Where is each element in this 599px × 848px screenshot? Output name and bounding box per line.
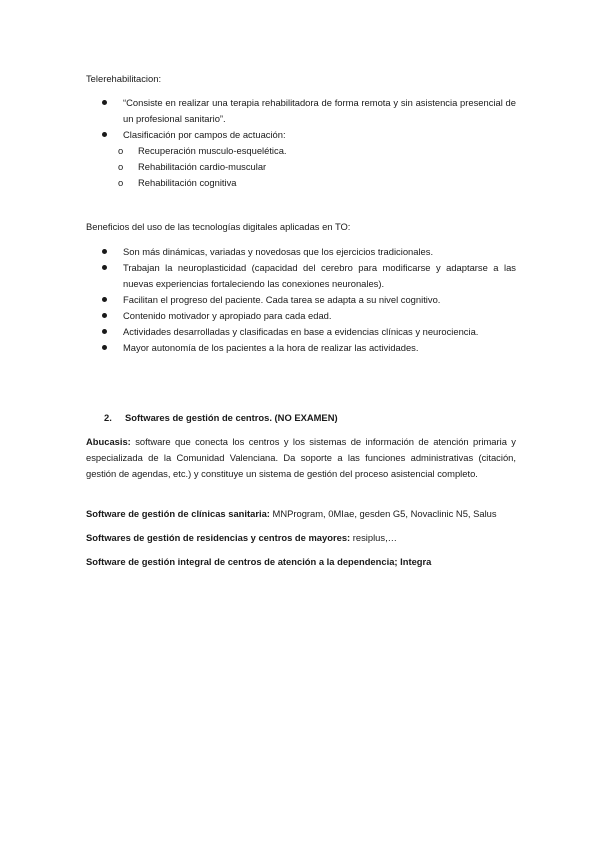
telerehab-list: [100, 95, 516, 191]
residencias-paragraph: [86, 530, 516, 546]
residencias-label: Softwares de gestión de residencias y centros de mayores:: [86, 532, 351, 543]
bullet-icon: [102, 329, 107, 334]
circle-bullet-icon: o: [118, 177, 124, 188]
bullet-icon: [102, 297, 107, 302]
bullet-icon: [102, 132, 107, 137]
list-item: Trabajan la neuroplasticidad (capacidad del cerebro para modificarse y adaptarse a las nuevas experiencias fortaleciendo las conexiones neuronales).: [100, 260, 516, 292]
telerehab-heading: Telerehabilitacion:: [86, 73, 162, 84]
clinicas-paragraph: [86, 506, 516, 522]
integral-paragraph: [86, 554, 516, 570]
integral-label: Software de gestión integral de centros de atención a la dependencia; Integra: [86, 556, 432, 567]
list-item: “Consiste en realizar una terapia rehabilitadora de forma remota y sin asistencia presencial de un profesional sanitario”.: [100, 95, 516, 127]
clinicas-text: MNProgram, 0MIae, gesden G5, Novaclinic N5, Salus: [269, 508, 497, 519]
sublist-item: o Rehabilitación cardio-muscular: [118, 159, 516, 175]
list-item: Contenido motivador y apropiado para cada edad.: [100, 308, 516, 324]
bullet-icon: [102, 249, 107, 254]
section-title: Softwares de gestión de centros. (NO EXAMEN): [125, 412, 338, 423]
section-2-heading: [104, 410, 338, 426]
section-number: 2.: [104, 412, 112, 423]
circle-bullet-icon: o: [118, 145, 124, 156]
list-item: Son más dinámicas, variadas y novedosas que los ejercicios tradicionales.: [100, 244, 516, 260]
clinicas-label: Software de gestión de clínicas sanitaria:: [86, 508, 270, 519]
bullet-icon: [102, 313, 107, 318]
list-item: Clasificación por campos de actuación:: [100, 127, 516, 143]
bullet-icon: [102, 345, 107, 350]
circle-bullet-icon: o: [118, 161, 124, 172]
residencias-text: resiplus,…: [350, 532, 398, 543]
abucasis-label: Abucasis:: [86, 436, 131, 447]
list-item: Facilitan el progreso del paciente. Cada tarea se adapta a su nivel cognitivo.: [100, 292, 516, 308]
abucasis-paragraph: [86, 434, 516, 482]
beneficios-heading: Beneficios del uso de las tecnologías digitales aplicadas en TO:: [86, 221, 351, 232]
sublist-item: o Rehabilitación cognitiva: [118, 175, 516, 191]
list-item: Actividades desarrolladas y clasificadas en base a evidencias clínicas y neurociencia.: [100, 324, 516, 340]
bullet-icon: [102, 265, 107, 270]
bullet-icon: [102, 100, 107, 105]
telerehab-sublist: [100, 143, 516, 191]
abucasis-text: software que conecta los centros y los sistemas de información de atención primaria y especializada de la Comunidad Valenciana. Da soporte a las funciones administrativas (citación, gestión de agendas, etc.) y constituye un sistema de gestión del proceso asistencial completo.: [86, 436, 516, 479]
sublist-item: o Recuperación musculo-esquelética.: [118, 143, 516, 159]
list-item: Mayor autonomía de los pacientes a la hora de realizar las actividades.: [100, 340, 516, 356]
beneficios-list: [100, 244, 516, 356]
